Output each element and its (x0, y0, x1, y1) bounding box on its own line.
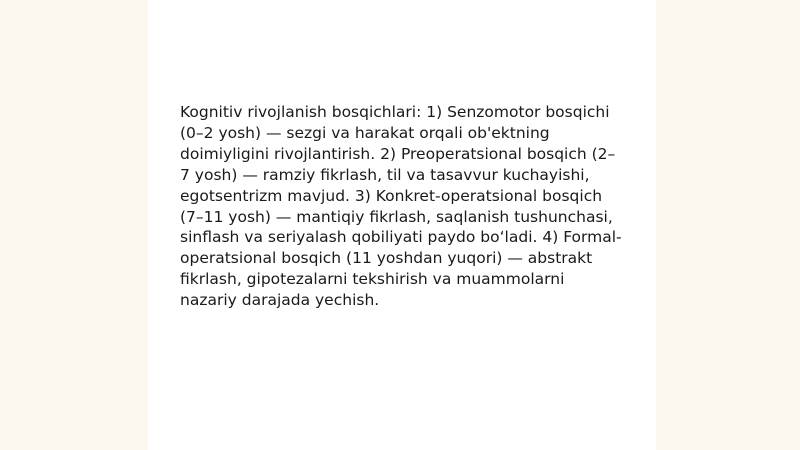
body-paragraph: Kognitiv rivojlanish bosqichlari: 1) Senzomotor bosqichi (0–2 yosh) — sezgi va harakat orqali ob'ektning doimiyligini rivojlantirish. 2) Preoperatsional bosqich (2–7 yosh) — ramziy fikrlash, til va tasavvur kuchayishi, egotsentrizm mavjud. 3) Konkret-operatsional bosqich (7–11 yosh) — mantiqiy fikrlash, saqlanish tushunchasi, sinflash va seriyalash qobiliyati paydo boʻladi. 4) Formal-operatsional bosqich (11 yoshdan yuqori) — abstrakt fikrlash, gipotezalarni tekshirish va muammolarni nazariy darajada yechish. (180, 103, 622, 310)
document-page (148, 0, 656, 450)
